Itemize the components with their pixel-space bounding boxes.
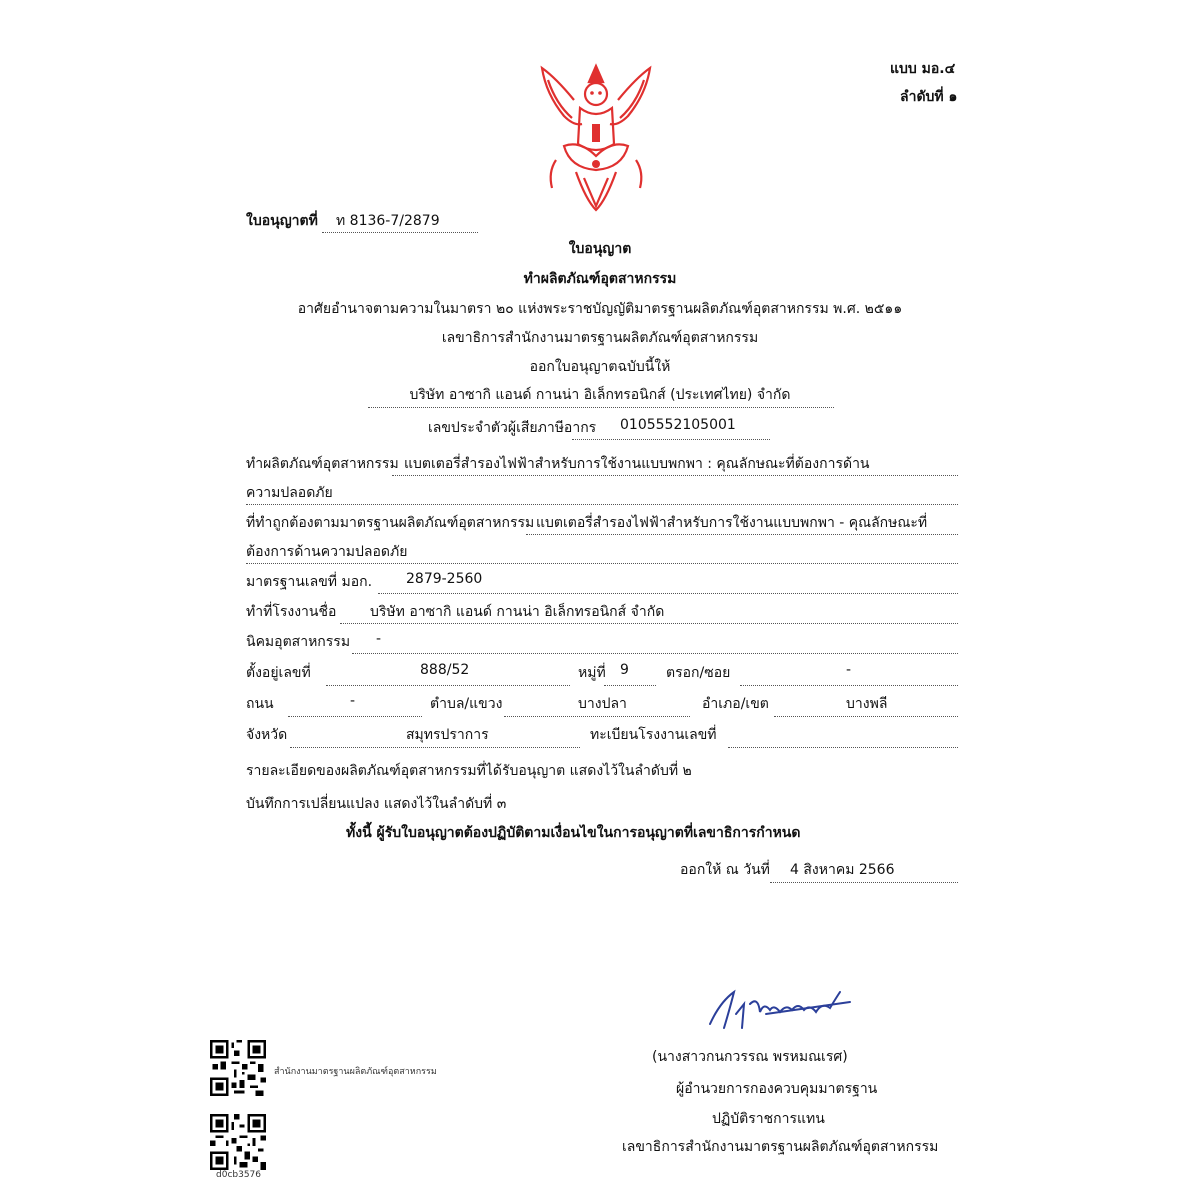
province-label: จังหวัด bbox=[246, 727, 288, 743]
subdistrict-value: บางปลา bbox=[578, 696, 627, 712]
estate-label: นิคมอุตสาหกรรม bbox=[246, 634, 351, 650]
district-value: บางพลี bbox=[846, 696, 888, 712]
tax-id: 0105552105001 bbox=[620, 417, 736, 433]
issue-date-rule bbox=[770, 882, 958, 883]
qr-code-icon bbox=[210, 1040, 266, 1096]
product-line-1-rule bbox=[392, 475, 958, 476]
condition-note: ทั้งนี้ ผู้รับใบอนุญาตต้องปฏิบัติตามเงื่อนไขในการอนุญาตที่เลขาธิการกำหนด bbox=[346, 825, 801, 841]
qr-caption: สำนักงานมาตรฐานผลิตภัณฑ์อุตสาหกรรม bbox=[274, 1067, 437, 1077]
product-line-2-rule bbox=[246, 504, 958, 505]
details-note: รายละเอียดของผลิตภัณฑ์อุตสาหกรรมที่ได้รับอนุญาต แสดงไว้ในลำดับที่ ๒ bbox=[246, 763, 692, 779]
subdistrict-rule bbox=[504, 716, 690, 717]
license-number-line bbox=[322, 232, 478, 233]
product-line-1: แบตเตอรี่สำรองไฟฟ้าสำหรับการใช้งานแบบพกพา : คุณลักษณะที่ต้องการด้าน bbox=[404, 456, 870, 472]
issuer-line: เลขาธิการสำนักงานมาตรฐานผลิตภัณฑ์อุตสาหกรรม bbox=[441, 330, 759, 346]
road-rule bbox=[288, 716, 422, 717]
license-title: ใบอนุญาต bbox=[568, 241, 632, 257]
changes-note: บันทึกการเปลี่ยนแปลง แสดงไว้ในลำดับที่ ๓ bbox=[246, 796, 507, 812]
address-label: ตั้งอยู่เลขที่ bbox=[246, 665, 311, 681]
factory-name-rule bbox=[340, 623, 958, 624]
form-code: แบบ มอ.๔ bbox=[890, 61, 956, 77]
product-line-2: ความปลอดภัย bbox=[246, 485, 333, 501]
address-rule bbox=[326, 685, 570, 686]
moo-rule bbox=[604, 685, 656, 686]
standard-number: 2879-2560 bbox=[406, 571, 483, 587]
soi-value: - bbox=[846, 662, 852, 678]
road-value: - bbox=[350, 693, 356, 709]
licensee-line bbox=[368, 407, 834, 408]
standard-number-label: มาตรฐานเลขที่ มอก. bbox=[246, 574, 373, 590]
moo-label: หมู่ที่ bbox=[578, 665, 606, 681]
signatory-acting: ปฏิบัติราชการแทน bbox=[712, 1111, 825, 1127]
standard-line-2-rule bbox=[246, 563, 958, 564]
authority-line: อาศัยอำนาจตามความในมาตรา ๒๐ แห่งพระราชบัญญัติมาตรฐานผลิตภัณฑ์อุตสาหกรรม พ.ศ. ๒๕๑๑ bbox=[297, 301, 903, 317]
tax-id-label: เลขประจำตัวผู้เสียภาษีอากร bbox=[428, 420, 597, 436]
signatory-name: (นางสาวกนกวรรณ พรหมณเรศ) bbox=[652, 1049, 848, 1065]
registration-rule bbox=[728, 747, 958, 748]
factory-name: บริษัท อาซากิ แอนด์ กานน่า อิเล็กทรอนิกส์ จำกัด bbox=[370, 604, 665, 620]
issue-date-value: 4 สิงหาคม 2566 bbox=[790, 862, 895, 878]
signature-image bbox=[700, 984, 860, 1034]
address-number: 888/52 bbox=[420, 662, 470, 678]
estate-value: - bbox=[376, 631, 382, 647]
district-rule bbox=[774, 716, 958, 717]
district-label: อำเภอ/เขต bbox=[702, 696, 769, 712]
qr-code-icon bbox=[210, 1114, 266, 1170]
subdistrict-label: ตำบล/แขวง bbox=[430, 696, 503, 712]
license-number: ท 8136-7/2879 bbox=[336, 213, 440, 229]
province-value: สมุทรปราการ bbox=[406, 727, 489, 743]
estate-rule bbox=[352, 653, 958, 654]
soi-label: ตรอก/ซอย bbox=[666, 665, 731, 681]
signatory-position: ผู้อำนวยการกองควบคุมมาตรฐาน bbox=[676, 1081, 878, 1097]
license-number-label: ใบอนุญาตที่ bbox=[246, 213, 318, 229]
registration-label: ทะเบียนโรงงานเลขที่ bbox=[590, 727, 717, 743]
soi-rule bbox=[740, 685, 958, 686]
document-code: d0cb3576 bbox=[216, 1170, 262, 1180]
factory-name-label: ทำที่โรงงานชื่อ bbox=[246, 604, 337, 620]
product-label: ทำผลิตภัณฑ์อุตสาหกรรม bbox=[246, 456, 399, 472]
moo-value: 9 bbox=[620, 662, 629, 678]
signatory-on-behalf: เลขาธิการสำนักงานมาตรฐานผลิตภัณฑ์อุตสาหกรรม bbox=[622, 1139, 939, 1155]
issue-line: ออกใบอนุญาตฉบับนี้ให้ bbox=[529, 359, 671, 375]
form-sequence: ลำดับที่ ๑ bbox=[900, 89, 958, 105]
province-rule bbox=[290, 747, 580, 748]
license-subtitle: ทำผลิตภัณฑ์อุตสาหกรรม bbox=[523, 271, 677, 287]
standard-line-1-rule bbox=[526, 534, 958, 535]
issue-date-label: ออกให้ ณ วันที่ bbox=[680, 862, 770, 878]
standard-label: ที่ทำถูกต้องตามมาตรฐานผลิตภัณฑ์อุตสาหกรรม bbox=[246, 515, 535, 531]
standard-line-1: แบตเตอรี่สำรองไฟฟ้าสำหรับการใช้งานแบบพกพา - คุณลักษณะที่ bbox=[536, 515, 928, 531]
garuda-emblem-icon bbox=[534, 60, 658, 216]
licensee-name: บริษัท อาซากิ แอนด์ กานน่า อิเล็กทรอนิกส์ (ประเทศไทย) จำกัด bbox=[409, 387, 791, 403]
standard-line-2: ต้องการด้านความปลอดภัย bbox=[246, 544, 408, 560]
road-label: ถนน bbox=[246, 696, 274, 712]
tax-id-line bbox=[572, 439, 770, 440]
standard-number-rule bbox=[378, 593, 958, 594]
